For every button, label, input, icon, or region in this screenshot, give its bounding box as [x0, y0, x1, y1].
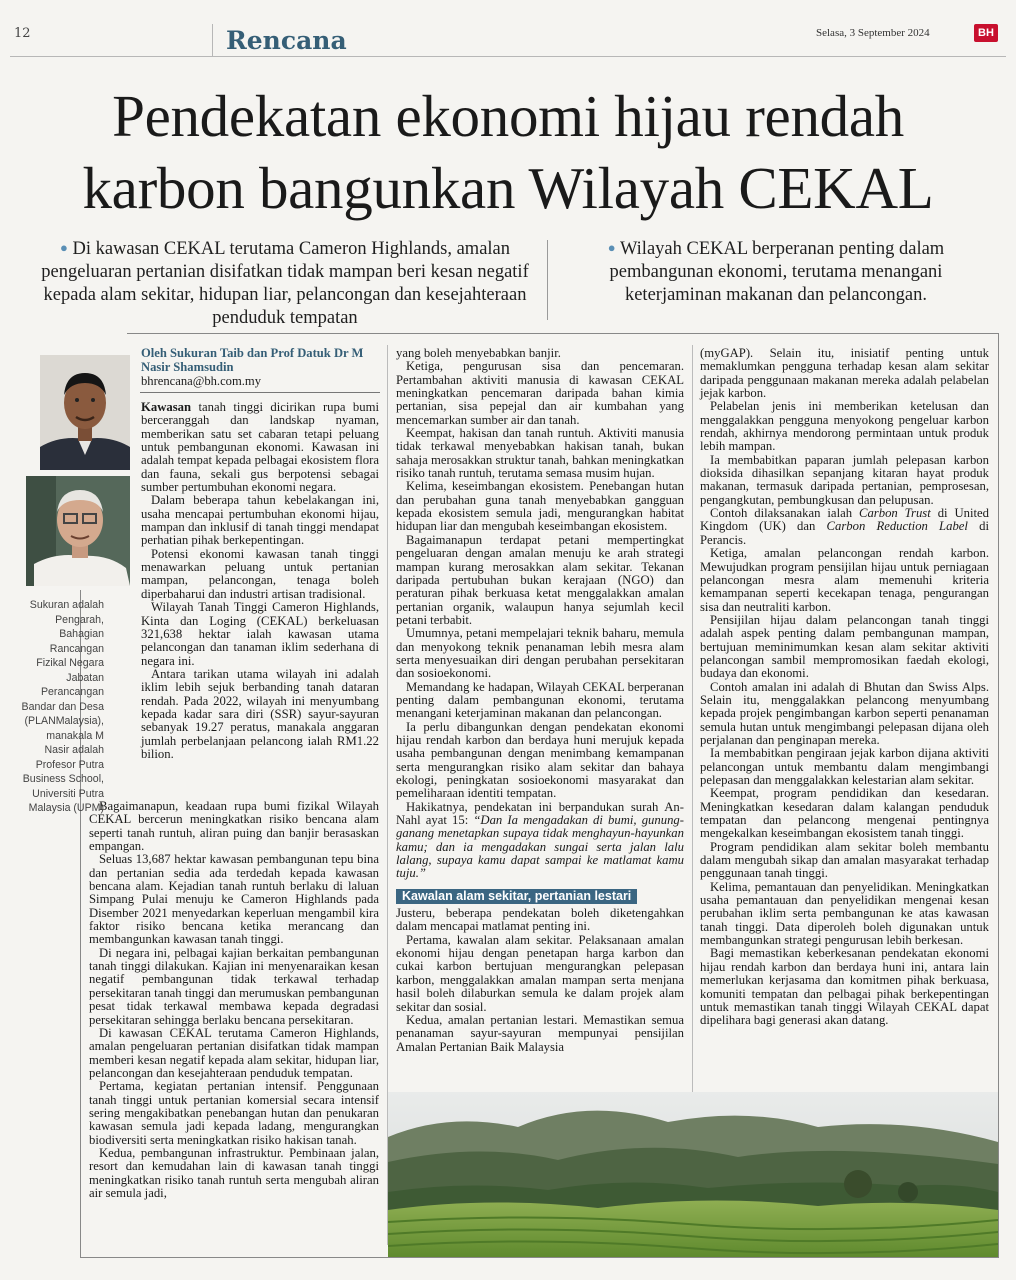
author-photo-icon [40, 355, 130, 470]
article-paragraph: Umumnya, petani mempelajari teknik baharu, memula dan menyokong teknik penanaman lebih mesra alam serta menyesuaikan diri dengan perubahan persekitaran dan sosioekonomi. [396, 626, 684, 681]
article-paragraph: Di negara ini, pelbagai kajian berkaitan pembangunan tanah tinggi dilakukan. Kajian ini menyenaraikan kesan negatif pembangunan tidak terkawal terhadap persekitaran tanah tinggi dan merumuskan pembangunan pesat tidak terkawal membawa kepada degradasi persekitaran sehingga berlaku bencana persekitaran. [89, 945, 379, 1027]
deck-right [576, 236, 976, 307]
headline-line-1: Pendekatan ekonomi hijau rendah [112, 83, 904, 149]
page-number: 12 [14, 26, 31, 41]
article-paragraph: Ia membabitkan pengiraan jejak karbon dijana aktiviti pelancongan untuk membantu dalam mengimbangi pelepasan dan menggalakkan kelestarian alam sekitar. [700, 746, 989, 787]
article-paragraph: Bagaimanapun, keadaan rupa bumi fizikal Wilayah CEKAL bercerun meningkatkan risiko bencana alam seperti tanah runtuh, aliran puing dan banjir berasaskan empangan. [89, 799, 379, 854]
landscape-photo-icon [388, 1092, 998, 1257]
section-title: Rencana [226, 26, 347, 55]
article-column-1b [89, 800, 379, 1200]
deck-divider [547, 240, 548, 320]
article-paragraph: Potensi ekonomi kawasan tanah tinggi menawarkan peluang untuk pertanian mampan, pelancongan, tenaga boleh diperbaharui dan industri artisan tradisional. [141, 546, 379, 601]
article-paragraph: Ia membabitkan paparan jumlah pelepasan karbon dioksida dihasilkan sepanjang kitaran hayat produk makanan, termasuk daripada pertanian, pemprosesan, pengangkutan, pembungkusan dan pelupusan. [700, 452, 989, 507]
header-divider [212, 24, 213, 56]
headline [0, 80, 1016, 224]
article-paragraph: Di kawasan CEKAL terutama Cameron Highlands, amalan pengeluaran pertanian disifatkan tidak mampan memberi kesan negatif kepada alam sekitar, hidupan liar, pelancongan dan kesejahteraan penduduk tempatan. [89, 1025, 379, 1080]
deck-left [40, 236, 530, 330]
article-paragraph: Kelima, pemantauan dan penyelidikan. Meningkatkan usaha pemantauan dan penyelidikan mengenai kesan perubahan iklim serta pembangunan ke atas kawasan tanah tinggi. Data diperoleh boleh digunakan untuk membangunkan strategi pengurusan lebih berkesan. [700, 879, 989, 948]
article-paragraph: Antara tarikan utama wilayah ini adalah iklim lebih sejuk berbanding tanah dataran rendah. Pada 2022, wilayah ini menyumbang kepada kadar sara diri (SSR) sayur-sayuran sebanyak 19.27 peratus, manakala anggaran jumlah perbelanjaan pelancong ialah RM1.22 bilion. [141, 666, 379, 761]
article-paragraph: Kedua, pembangunan infrastruktur. Pembinaan jalan, resort dan kemudahan lain di kawasan tanah tinggi meningkatkan risiko tanah runtuh serta mengubah aliran air semula jadi, [89, 1145, 379, 1200]
deck-right-text: Wilayah CEKAL berperanan penting dalam pembangunan ekonomi, terutama menangani keterjaminan makanan dan pelancongan. [609, 239, 945, 305]
bh-logo: BH [974, 24, 998, 42]
subheading: Kawalan alam sekitar, pertanian lestari [396, 889, 637, 904]
article-paragraph: yang boleh menyebabkan banjir. [396, 346, 561, 360]
article-paragraph: Ketiga, amalan pelancongan rendah karbon. Mewujudkan program pensijilan hijau untuk perniagaan pelancongan mesra alam memenuhi kriteria kemampanan seperti kecekapan tenaga, pengurangan sisa dan neutraliti karbon. [700, 546, 989, 614]
author-email[interactable]: bhrencana@bh.com.my [141, 374, 262, 388]
article-paragraph: Keempat, hakisan dan tanah runtuh. Aktiviti manusia tidak terkawal menyebabkan hakisan tanah, bukan sahaja merosakkan struktur tanah, bahkan meningkatkan risiko tanah runtuh, terutama semasa musim hujan. [396, 426, 684, 481]
byline-rule [140, 392, 380, 393]
author-photo-icon [26, 476, 130, 586]
article-paragraph: Bagi memastikan keberkesanan pendekatan ekonomi hijau rendah karbon dan berdaya huni ini, antara lain memerlukan kerjasama dan komitmen pihak berkuasa, komuniti tempatan dan pelbagai pihak berkepentingan untuk memastikan tanah tinggi Wilayah CEKAL dapat dipelihara bagi generasi akan datang. [700, 946, 989, 1028]
article-paragraph: Contoh amalan ini adalah di Bhutan dan Swiss Alps. Selain itu, menggalakkan pelancong menyumbang kepada projek pengimbangan karbon seperti penanaman semula hutan untuk mengimbangi pelepasan dijana oleh perjalanan dan penginapan mereka. [700, 679, 989, 747]
header-rule [10, 56, 1006, 57]
headline-line-2: karbon bangunkan Wilayah CEKAL [82, 155, 934, 221]
quran-quote: “Dan Ia mengadakan di bumi, gunung-ganang menetapkan supaya tidak menghayun-hayunkan kamu; dan ia mengadakan sungai serta jalan lalu lalang, supaya kamu dapat sampai ke matlamat kamu tuju.” [396, 813, 684, 881]
bullet-dot-icon: ● [607, 240, 616, 255]
bullet-dot-icon: ● [59, 240, 68, 255]
article-paragraph: Ketiga, pengurusan sisa dan pencemaran. Pertambahan aktiviti manusia di kawasan CEKAL meningkatkan pencemaran daripada bahan kimia pertanian, sisa pepejal dan air kumbahan yang mencemarkan sumber air dan tanah. [396, 359, 684, 427]
frame-top-rule [127, 333, 999, 334]
article-paragraph: Kelima, keseimbangan ekosistem. Penebangan hutan dan perubahan guna tanah menyebabkan gangguan kepada ekosistem semula jadi, mengurangkan habitat hidupan liar dan mengubah keseimbangan ekosistem. [396, 479, 684, 534]
article-column-3 [700, 347, 989, 1028]
article-paragraph: Kedua, amalan pertanian lestari. Memastikan semua penanaman sayur-sayuran mempunyai pensijilan Amalan Pertanian Baik Malaysia [396, 1012, 684, 1054]
issue-date: Selasa, 3 September 2024 [816, 27, 930, 39]
article-paragraph: Wilayah Tanah Tinggi Cameron Highlands, Kinta dan Loging (CEKAL) berkeluasan 321,638 hektar ialah kawasan utama pelancongan dan tanaman iklim sederhana di negara ini. [141, 600, 379, 668]
article-paragraph: Justeru, beberapa pendekatan boleh diketengahkan dalam mencapai matlamat penting ini. [396, 906, 684, 934]
article-paragraph: Memandang ke hadapan, Wilayah CEKAL berperanan penting dalam pembangunan ekonomi, terutama menangani keterjaminan makanan dan pelancongan. [396, 679, 684, 721]
frame-right-rule [998, 333, 999, 1257]
article-paragraph: Kawasan tanah tinggi dicirikan rupa bumi berceranggah dan landskap nyaman, memberikan satu set cabaran tetapi peluang untuk pembangunan ekonomi. Kawasan ini adalah tempat kepada pelbagai ekosistem flora dan fauna, sekali gus berpotensi sebagai sumber pertumbuhan ekonomi negara. [141, 400, 379, 495]
column-divider [692, 345, 693, 1135]
article-column-1a [141, 401, 379, 761]
deck-left-text: Di kawasan CEKAL terutama Cameron Highlands, amalan pengeluaran pertanian disifatkan tidak mampan beri kesan negatif kepada alam sekitar, hidupan liar, pelancongan dan kesejahteraan penduduk tempatan [41, 239, 529, 328]
article-paragraph: Pertama, kegiatan pertanian intensif. Penggunaan tanah tinggi untuk pertanian komersial secara intensif sering mengakibatkan penebangan hutan dan penukaran kawasan semula jadi kepada ladang, mengurangkan biodiversiti serta meningkatkan risiko hakisan tanah. [89, 1079, 379, 1147]
article-paragraph: Seluas 13,687 hektar kawasan pembangunan tepu bina dan pertanian sedia ada terdedah kepada kawasan bencana alam. Kejadian tanah runtuh berlaku di laluan Simpang Pulai menuju ke Cameron Highlands pada Disember 2021 menyedarkan keperluan mengambil kira faktor risiko bencana ketika merancang dan membangunkan kawasan tanah tinggi. [89, 852, 379, 947]
article-paragraph: Keempat, program pendidikan dan kesedaran. Meningkatkan kesedaran dalam kalangan penduduk tempatan dan pelancong mengenai pentingnya mengekalkan keseimbangan ekosistem tanah tinggi. [700, 786, 989, 841]
article-paragraph: Hakikatnya, pendekatan ini berpandukan surah An-Nahl ayat 15: “Dan Ia mengadakan di bumi, gunung-ganang menetapkan supaya tidak menghayun-hayunkan kamu; dan ia mengadakan sungai serta jalan lalu lalang, supaya kamu dapat sampai ke matlamat kamu tuju.” [396, 799, 684, 881]
article-paragraph: (myGAP). Selain itu, inisiatif penting untuk memaklumkan pengguna terhadap kesan alam sekitar daripada penggunaan makanan mereka adalah pelabelan jejak karbon. [700, 346, 989, 401]
article-column-2 [396, 347, 684, 1054]
article-paragraph: Bagaimanapun terdapat petani mempertingkat pengeluaran dengan amalan menuju ke arah strategi mampan kurang merosakkan alam sekitar. Tekanan daripada pertubuhan bukan kerajaan (NGO) dan peraturan pihak berkuasa ketat menggalakkan amalan pertanian organik, walaupun hanya sejumlah kecil petani terbabit. [396, 532, 684, 627]
author-caption: Sukuran adalah Pengarah, Bahagian Rancangan Fizikal Negara Jabatan Perancangan Bandar dan Desa (PLANMalaysia), manakala M Nasir adalah Profesor Putra Business School, Universiti Putra Malaysia (UPM) [21, 599, 104, 814]
article-paragraph: Pensijilan hijau dalam pelancongan tanah tinggi adalah aspek penting dalam pembangunan mampan, bertujuan meminimumkan kesan alam sekitar aktiviti pelancongan sambil mempromosikan faedah ekologi, budaya dan ekonomi. [700, 612, 989, 681]
article-paragraph: Ia perlu dibangunkan dengan pendekatan ekonomi hijau rendah karbon dan berdaya huni merujuk kepada usaha pembangunan dengan menimbang kemampanan serta mengurangkan risiko alam sekitar dan bahaya ekologi, peningkatan sosioekonomi masyarakat dan pemeliharaan identiti tempatan. [396, 719, 684, 801]
lead-word: Kawasan [141, 400, 192, 414]
frame-bottom-rule [80, 1257, 999, 1258]
article-paragraph: Program pendidikan alam sekitar boleh membantu dalam mengubah sikap dan amalan masyarakat terhadap penggunaan tanah tinggi. [700, 839, 989, 881]
byline: Oleh Sukuran Taib dan Prof Datuk Dr M Nasir Shamsudin [141, 346, 364, 374]
article-paragraph: Pertama, kawalan alam sekitar. Pelaksanaan amalan ekonomi hijau dengan penetapan harga karbon dan cukai karbon bertujuan mengurangkan pelepasan karbon, menggalakkan amalan mampan serta menjana hasil boleh dilaburkan semula ke dalam projek alam sekitar dan sosial. [396, 932, 684, 1014]
article-paragraph: Pelabelan jenis ini memberikan ketelusan dan menggalakkan pengguna menyokong pengeluar karbon rendah, akhirnya mendorong permintaan untuk produk lebih mampan. [700, 399, 989, 454]
article-paragraph: Contoh dilaksanakan ialah Carbon Trust di United Kingdom (UK) dan Carbon Reduction Label di Perancis. [700, 506, 989, 547]
article-paragraph: Dalam beberapa tahun kebelakangan ini, usaha mencapai pertumbuhan ekonomi hijau, mampan dan inklusif di tanah tinggi mendapat perhatian pihak berkepentingan. [141, 493, 379, 548]
